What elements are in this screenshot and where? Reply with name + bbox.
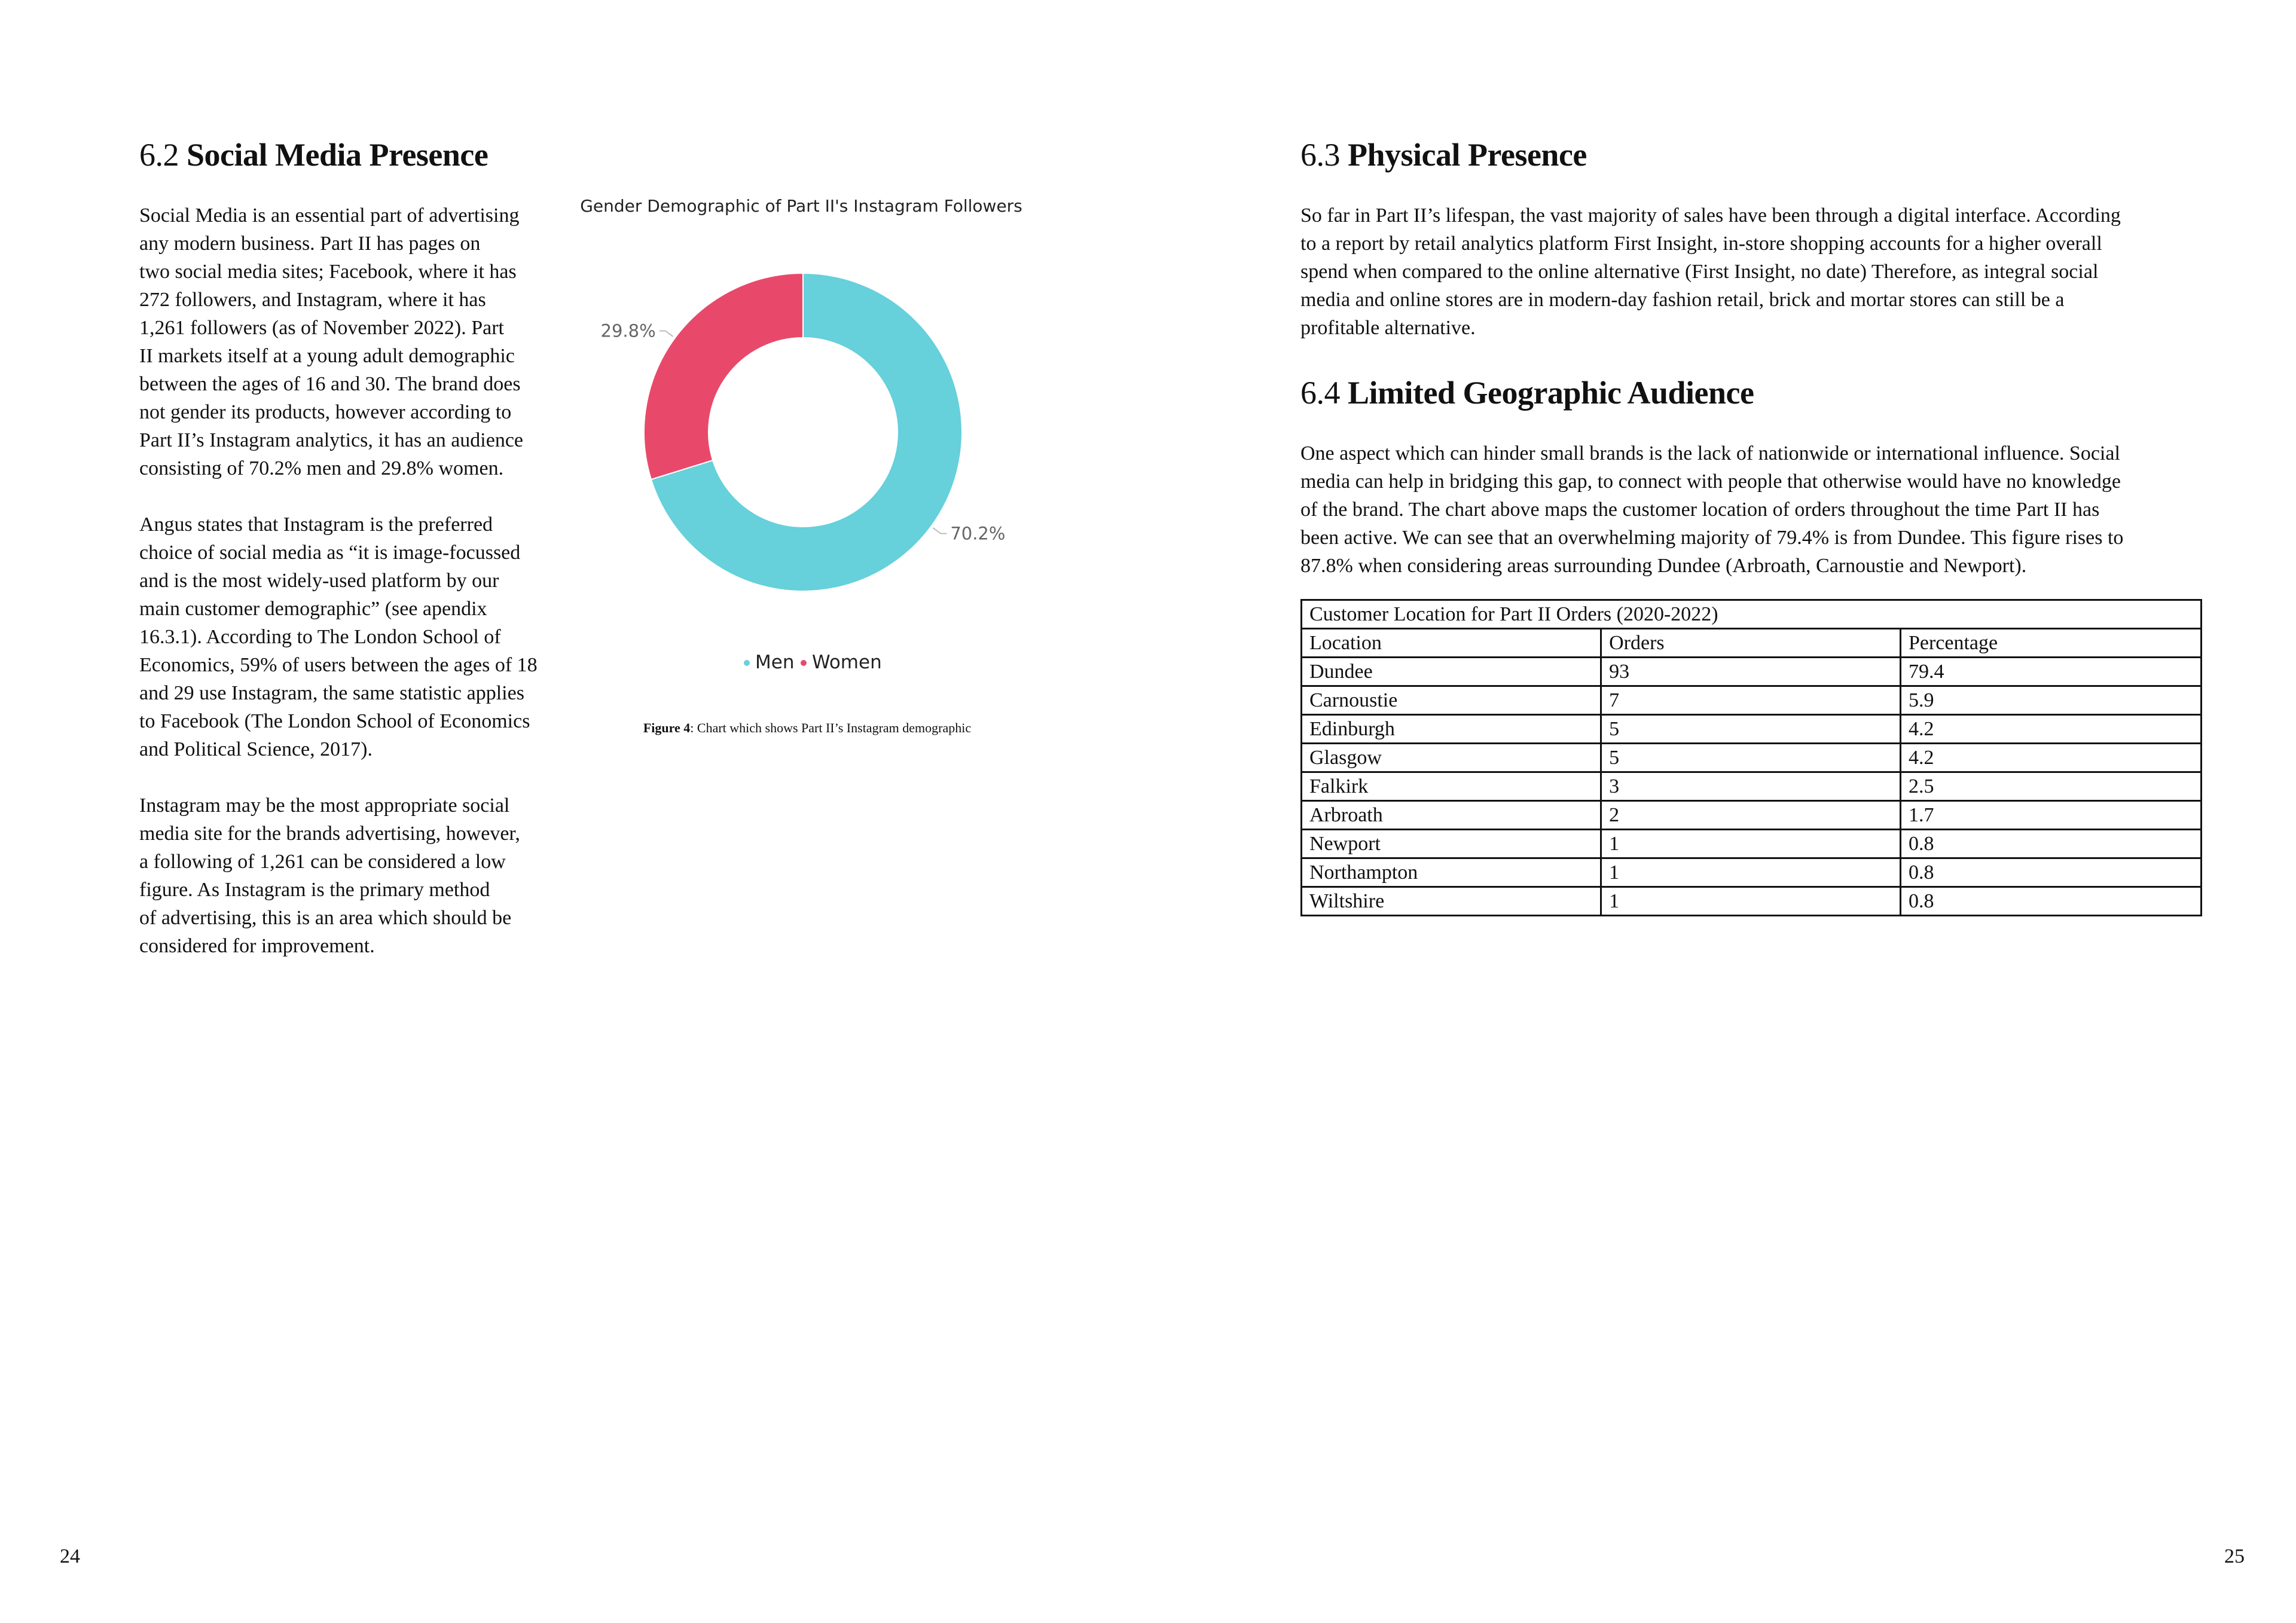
- paragraph: Instagram may be the most appropriate social media site for the brands advertising, however, a following of 1,261 can be considered a low figure. As Instagram is the primary method of advertising, this is an area which should be considered for improvement.: [139, 794, 520, 957]
- heading-number: 6.3: [1300, 137, 1340, 173]
- paragraph: One aspect which can hinder small brands is the lack of nationwide or international influence. Social media can help in bridging this gap, to connect with people that otherwise would have no knowledge of the brand. The chart above maps the customer location of orders throughout the time Part II has been active. We can see that an overwhelming majority of 79.4% is from Dundee. This figure rises to 87.8% when considering areas surrounding Dundee (Arbroath, Carnoustie and Newport).: [1300, 442, 2124, 577]
- column-header-location: Location: [1302, 629, 1601, 658]
- cell-location: Dundee: [1302, 658, 1601, 686]
- table-row: [1302, 772, 2202, 801]
- cell-percentage: 2.5: [1900, 772, 2201, 801]
- cell-orders: 93: [1601, 658, 1901, 686]
- column-header-percentage: Percentage: [1900, 629, 2201, 658]
- legend-label-women: Women: [812, 652, 882, 673]
- table-row: [1302, 887, 2202, 916]
- cell-orders: 7: [1601, 686, 1901, 715]
- table-row: [1302, 686, 2202, 715]
- cell-percentage: 0.8: [1900, 830, 2201, 858]
- cell-location: Glasgow: [1302, 744, 1601, 772]
- cell-percentage: 0.8: [1900, 858, 2201, 887]
- figure-caption: [568, 720, 1046, 736]
- gender-donut-chart: [568, 185, 1046, 759]
- cell-percentage: 4.2: [1900, 744, 2201, 772]
- section-heading-6-2: [139, 134, 488, 176]
- label-leader-line: [660, 331, 673, 336]
- cell-orders: 5: [1601, 744, 1901, 772]
- table-row: [1302, 658, 2202, 686]
- cell-location: Wiltshire: [1302, 887, 1601, 916]
- cell-orders: 1: [1601, 887, 1901, 916]
- table-caption-row: [1302, 600, 2202, 629]
- column-header-orders: Orders: [1601, 629, 1901, 658]
- cell-orders: 2: [1601, 801, 1901, 830]
- slice-label-women: 29.8%: [600, 320, 656, 341]
- page-number-left: 24: [60, 1545, 80, 1567]
- slice-label-men: 70.2%: [950, 523, 1006, 544]
- legend-label-men: Men: [755, 652, 795, 673]
- section-heading-6-4: [1300, 372, 1754, 414]
- figure-caption-label: Figure 4: [643, 720, 691, 735]
- table-row: [1302, 858, 2202, 887]
- legend-marker-men: [744, 660, 750, 666]
- table-row: [1302, 744, 2202, 772]
- chart-title: Gender Demographic of Part II's Instagram Followers: [580, 196, 1022, 216]
- cell-location: Arbroath: [1302, 801, 1601, 830]
- section-heading-6-3: [1300, 134, 1587, 176]
- cell-orders: 5: [1601, 715, 1901, 744]
- chart-svg: [568, 185, 1046, 699]
- table-row: [1302, 830, 2202, 858]
- cell-orders: 1: [1601, 830, 1901, 858]
- cell-location: Carnoustie: [1302, 686, 1601, 715]
- figure-caption-text: : Chart which shows Part II’s Instagram demographic: [690, 720, 972, 735]
- cell-percentage: 4.2: [1900, 715, 2201, 744]
- geographic-audience-body: [1300, 439, 2233, 580]
- table-row: [1302, 715, 2202, 744]
- heading-title: Social Media Presence: [187, 137, 488, 173]
- cell-orders: 1: [1601, 858, 1901, 887]
- donut-slice-women: [644, 273, 803, 479]
- label-leader-line: [933, 528, 947, 533]
- cell-percentage: 1.7: [1900, 801, 2201, 830]
- heading-number: 6.4: [1300, 375, 1340, 411]
- physical-presence-body: [1300, 201, 2233, 342]
- table-row: [1302, 801, 2202, 830]
- customer-location-table: [1300, 599, 2202, 916]
- paragraph: So far in Part II’s lifespan, the vast majority of sales have been through a digital interface. According to a report by retail analytics platform First Insight, in-store shopping accounts for a higher overall spend when compared to the online alternative (First Insight, no date) Therefore, as integral social media and online stores are in modern-day fashion retail, brick and mortar stores can still be a profitable alternative.: [1300, 204, 2121, 339]
- heading-number: 6.2: [139, 137, 179, 173]
- cell-percentage: 79.4: [1900, 658, 2201, 686]
- cell-location: Falkirk: [1302, 772, 1601, 801]
- heading-title: Physical Presence: [1348, 137, 1587, 173]
- table-header-row: [1302, 629, 2202, 658]
- legend-marker-women: [801, 660, 807, 666]
- cell-location: Northampton: [1302, 858, 1601, 887]
- table-caption: Customer Location for Part II Orders (2020-2022): [1302, 600, 2202, 629]
- page-number-right: 25: [2224, 1545, 2245, 1567]
- cell-location: Edinburgh: [1302, 715, 1601, 744]
- cell-orders: 3: [1601, 772, 1901, 801]
- heading-title: Limited Geographic Audience: [1348, 375, 1754, 411]
- cell-percentage: 5.9: [1900, 686, 2201, 715]
- cell-location: Newport: [1302, 830, 1601, 858]
- cell-percentage: 0.8: [1900, 887, 2201, 916]
- social-media-body: [139, 201, 570, 960]
- paragraph: Social Media is an essential part of advertising any modern business. Part II has pages on two social media sites; Facebook, where it has 272 followers, and Instagram, where it has 1,261 followers (as of November 2022). Part II markets itself at a young adult demographic between the ages of 16 and 30. The brand does not gender its products, however according to Part II’s Instagram analytics, it has an audience consisting of 70.2% men and 29.8% women.: [139, 204, 523, 479]
- paragraph: Angus states that Instagram is the preferred choice of social media as “it is image-focussed and is the most widely-used platform by our main customer demographic” (see apendix 16.3.1). According to The London School of Economics, 59% of users between the ages of 18 and 29 use Instagram, the same statistic applies to Facebook (The London School of Economics and Political Science, 2017).: [139, 514, 538, 760]
